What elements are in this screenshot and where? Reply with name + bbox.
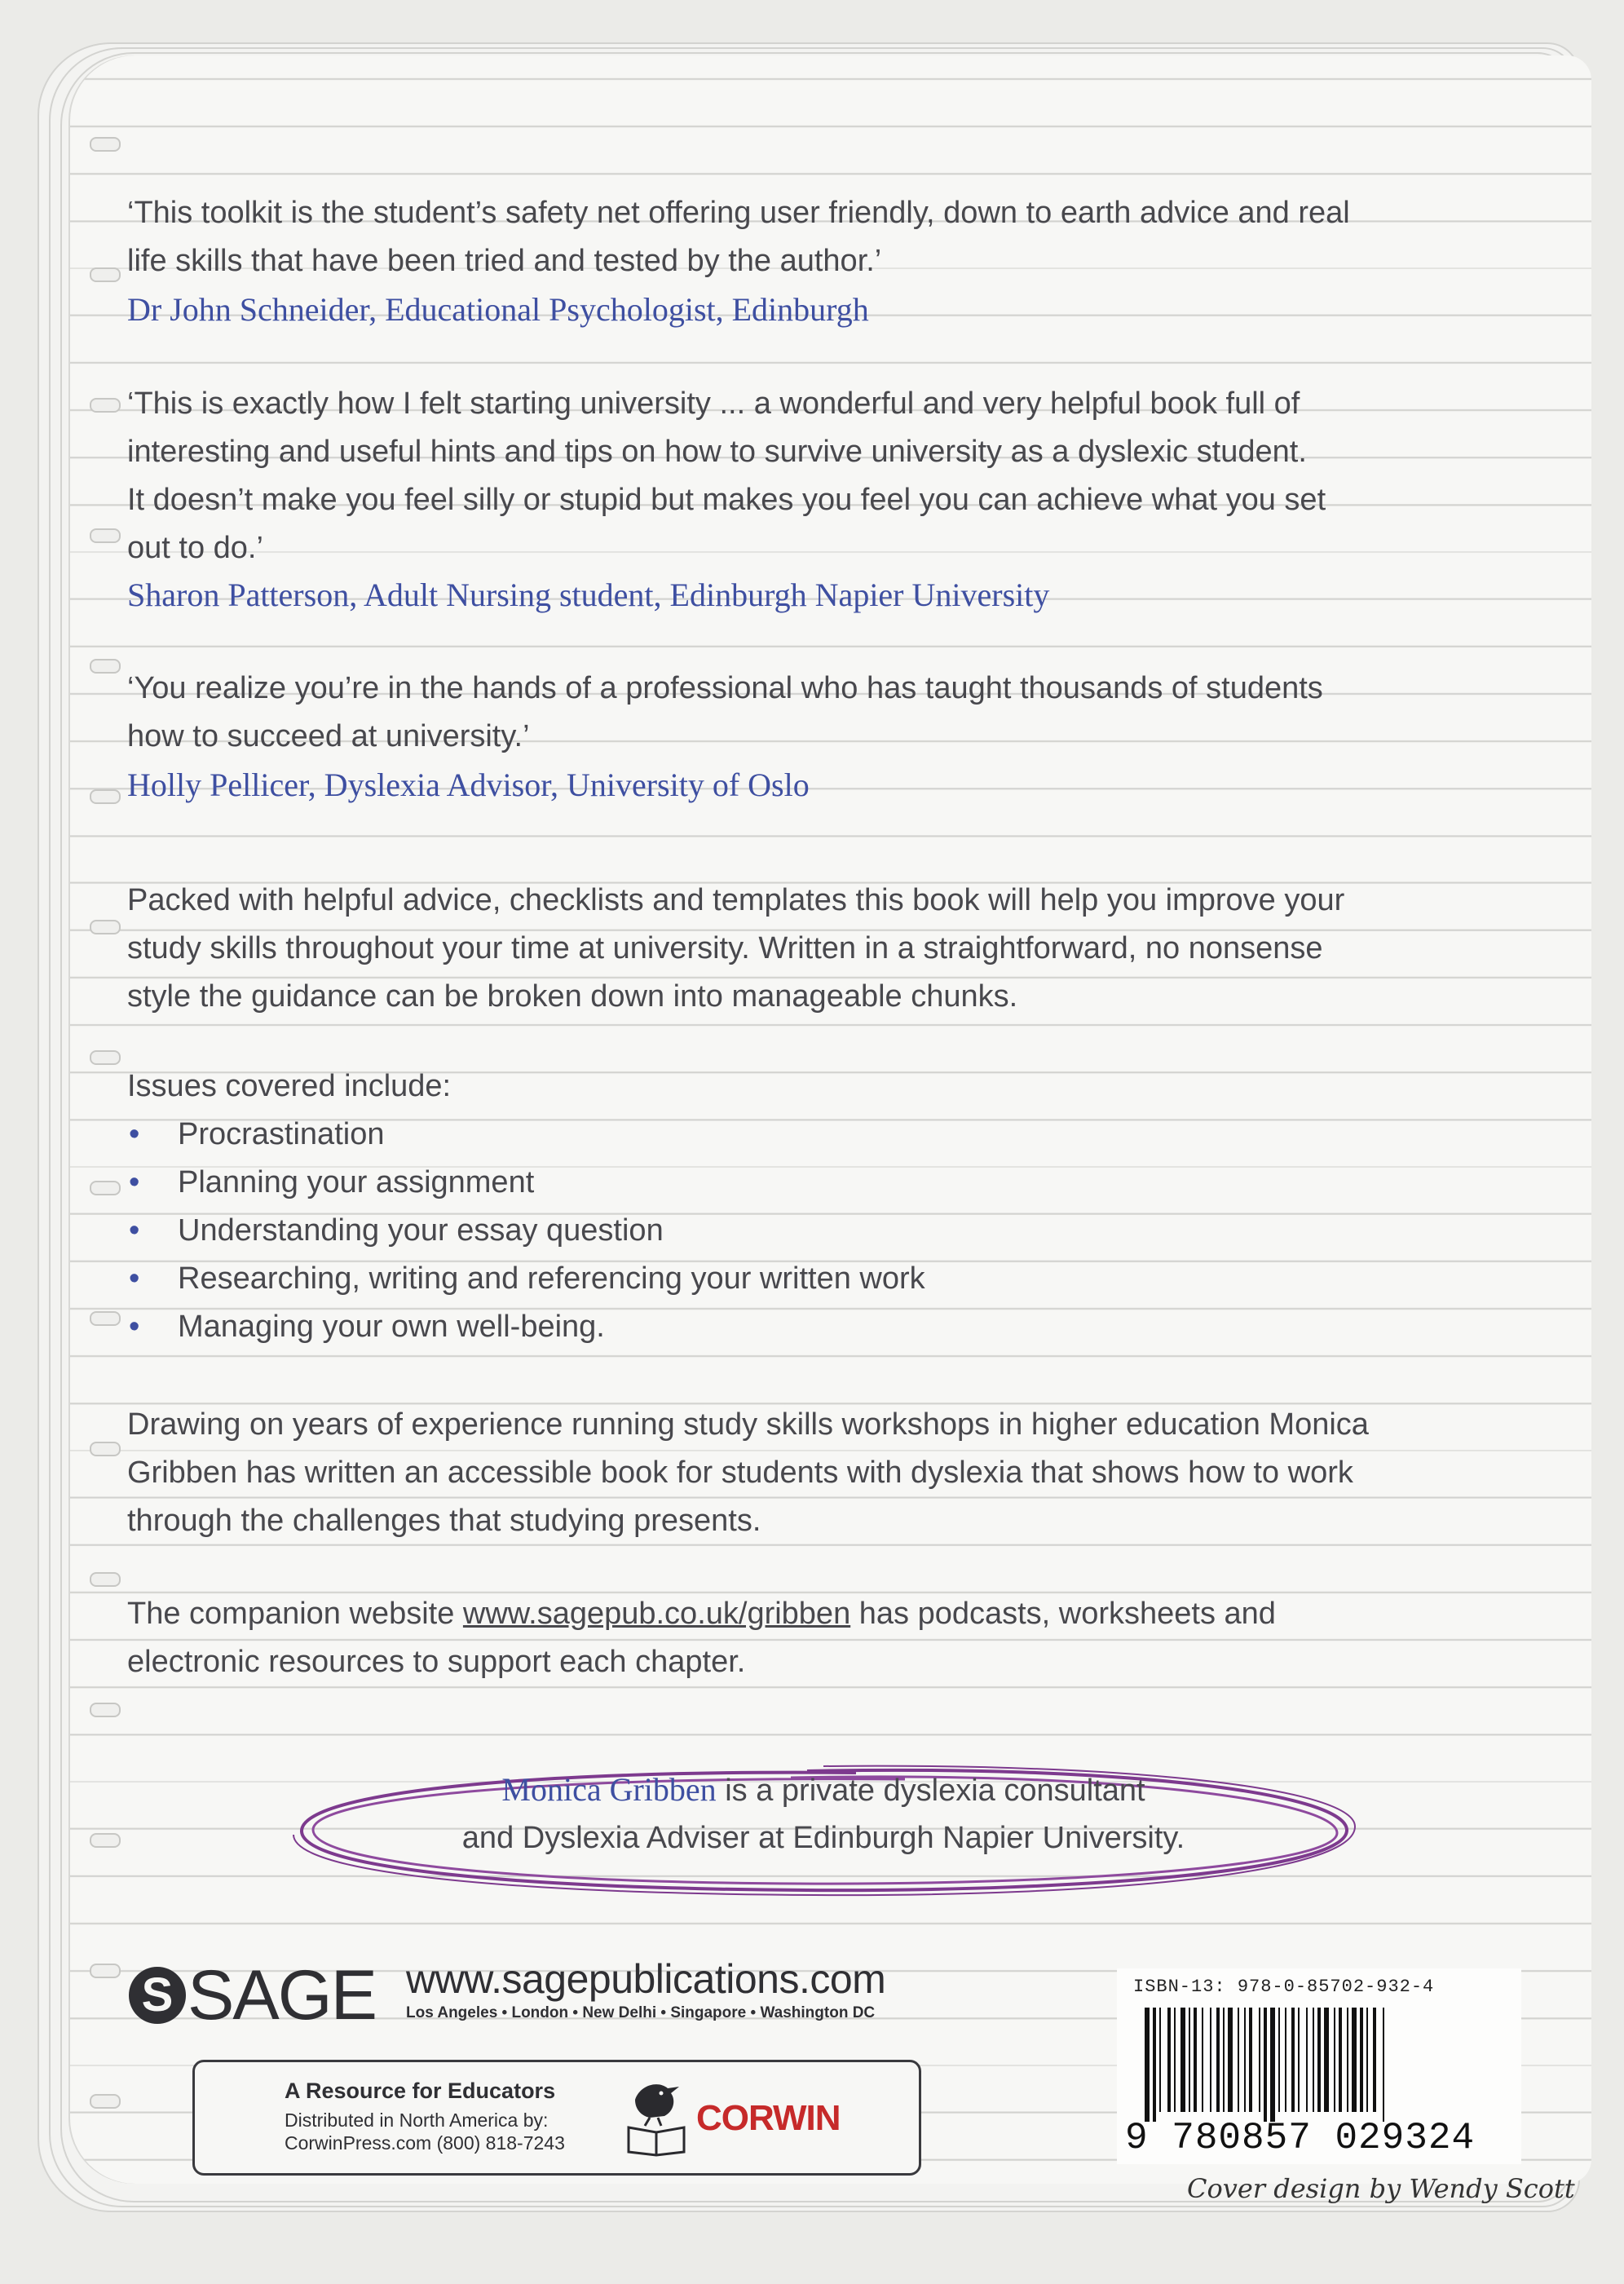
publisher-cities: Los Angeles • London • New Delhi • Singapore • Washington DC xyxy=(406,2004,876,2021)
list-item: • Planning your assignment xyxy=(127,1159,925,1207)
ring-hole xyxy=(90,267,121,282)
publisher-url[interactable]: www.sagepublications.com xyxy=(406,1956,886,2002)
barcode-bar xyxy=(1202,2008,1203,2112)
ring-hole xyxy=(90,1181,121,1195)
barcode-bar xyxy=(1270,2008,1275,2122)
list-item: • Procrastination xyxy=(127,1111,925,1159)
barcode-bar xyxy=(1159,2008,1161,2112)
barcode-bar xyxy=(1210,2008,1211,2112)
corwin-box xyxy=(192,2060,921,2176)
companion-website-link[interactable]: www.sagepub.co.uk/gribben xyxy=(462,1597,851,1631)
bullet-icon: • xyxy=(129,1117,140,1151)
corwin-heading: A Resource for Educators xyxy=(285,2079,556,2103)
corwin-logo: CORWIN xyxy=(696,2098,841,2138)
ring-hole xyxy=(90,2094,121,2109)
barcode-bar xyxy=(1216,2008,1220,2112)
ring-hole xyxy=(90,1050,121,1065)
list-item: • Managing your own well-being. xyxy=(127,1303,925,1351)
quote-2-text: ‘This is exactly how I felt starting university ... a wonderful and very helpful book full of interesting and useful hints and tips on how to survive university as a dyslexic student. It doesn’t make you feel silly or stupid but makes you feel you can achieve what you set out to do.’ xyxy=(127,387,1326,565)
quote-1-text: ‘This toolkit is the student’s safety net offering user friendly, down to earth advice and real life skills that have been tried and tested by the author.’ xyxy=(127,196,1350,278)
barcode-bar xyxy=(1347,2008,1348,2112)
barcode-bar xyxy=(1306,2008,1308,2112)
ring-hole xyxy=(90,1964,121,1978)
sage-s-icon: S xyxy=(129,1967,186,2024)
barcode-bar xyxy=(1238,2008,1239,2112)
barcode-bar xyxy=(1278,2008,1280,2112)
barcode-bar xyxy=(1189,2008,1190,2112)
companion-paragraph: The companion website www.sagepub.co.uk/gribben has podcasts, worksheets and electronic resources to support each chapter. xyxy=(127,1597,1276,1679)
barcode-bar xyxy=(1373,2008,1376,2112)
barcode xyxy=(1141,2008,1513,2122)
ring-hole xyxy=(90,659,121,674)
intro-paragraph: Packed with helpful advice, checklists and templates this book will help you improve your study skills throughout your time at university. Written in a straightforward, no nonsense style the guidance can be broken down into manageable chunks. xyxy=(127,883,1345,1014)
isbn-number: 9 780857 029324 xyxy=(1125,2117,1476,2159)
raven-book-icon xyxy=(625,2075,691,2157)
barcode-bar xyxy=(1244,2008,1246,2112)
barcode-bar xyxy=(1352,2008,1357,2112)
bullet-icon: • xyxy=(129,1310,140,1344)
ring-hole xyxy=(90,528,121,543)
author-name: Monica Gribben xyxy=(501,1771,717,1808)
cover-design-credit: Cover design by Wendy Scott xyxy=(1187,2173,1575,2204)
quote-3-text: ‘You realize you’re in the hands of a professional who has taught thousands of students how to succeed at university.’ xyxy=(127,671,1323,753)
barcode-bar xyxy=(1194,2008,1197,2112)
barcode-bar xyxy=(1298,2008,1300,2112)
bullet-icon: • xyxy=(129,1261,140,1296)
ring-hole xyxy=(90,1572,121,1587)
corwin-contact: CorwinPress.com (800) 818-7243 xyxy=(285,2132,565,2154)
author-bio: Monica Gribben is a private dyslexia consultant and Dyslexia Adviser at Edinburgh Napier University. xyxy=(461,1771,1185,1855)
barcode-bar xyxy=(1291,2008,1295,2112)
barcode-bar xyxy=(1153,2008,1156,2122)
barcode-bar xyxy=(1145,2008,1150,2122)
barcode-bar xyxy=(1180,2008,1185,2112)
barcode-bar xyxy=(1259,2008,1260,2112)
barcode-bar xyxy=(1223,2008,1225,2112)
quote-3-attribution: Holly Pellicer, Dyslexia Advisor, University of Oslo xyxy=(127,766,810,803)
sage-logo: S SAGE xyxy=(129,1960,376,2030)
ring-hole xyxy=(90,1703,121,1717)
barcode-bar xyxy=(1249,2008,1252,2112)
list-item: • Researching, writing and referencing your written work xyxy=(127,1255,925,1303)
ring-hole xyxy=(90,398,121,413)
barcode-bar xyxy=(1285,2008,1286,2112)
barcode-bar xyxy=(1366,2008,1368,2112)
ring-hole xyxy=(90,920,121,934)
ring-hole xyxy=(90,1833,121,1848)
issues-list xyxy=(127,1111,925,1351)
isbn-text: ISBN-13: 978-0-85702-932-4 xyxy=(1133,1977,1435,1997)
barcode-bar xyxy=(1360,2008,1363,2112)
barcode-bar xyxy=(1174,2008,1176,2112)
ring-hole xyxy=(90,1442,121,1456)
issues-heading: Issues covered include: xyxy=(127,1069,452,1103)
quote-1-attribution: Dr John Schneider, Educational Psychologist, Edinburgh xyxy=(127,291,869,328)
bullet-icon: • xyxy=(129,1213,140,1248)
barcode-bar xyxy=(1339,2008,1342,2112)
barcode-bar xyxy=(1383,2008,1384,2122)
barcode-bar xyxy=(1317,2008,1321,2112)
barcode-bar xyxy=(1167,2008,1171,2112)
corwin-distribution: Distributed in North America by: xyxy=(285,2109,549,2131)
quote-2-attribution: Sharon Patterson, Adult Nursing student, Edinburgh Napier University xyxy=(127,577,1050,613)
ring-hole xyxy=(90,137,121,152)
barcode-bar xyxy=(1228,2008,1233,2112)
list-item: • Understanding your essay question xyxy=(127,1207,925,1255)
bullet-icon: • xyxy=(129,1165,140,1199)
barcode-bar xyxy=(1313,2008,1314,2112)
ring-hole xyxy=(90,789,121,804)
author-experience-paragraph: Drawing on years of experience running study skills workshops in higher education Monica Gribben has written an accessible book for students with dyslexia that shows how to work through the challenges that studying presents. xyxy=(127,1407,1369,1538)
barcode-bar xyxy=(1264,2008,1267,2122)
barcode-bar xyxy=(1334,2008,1335,2112)
barcode-bar xyxy=(1324,2008,1329,2112)
ring-hole xyxy=(90,1311,121,1326)
